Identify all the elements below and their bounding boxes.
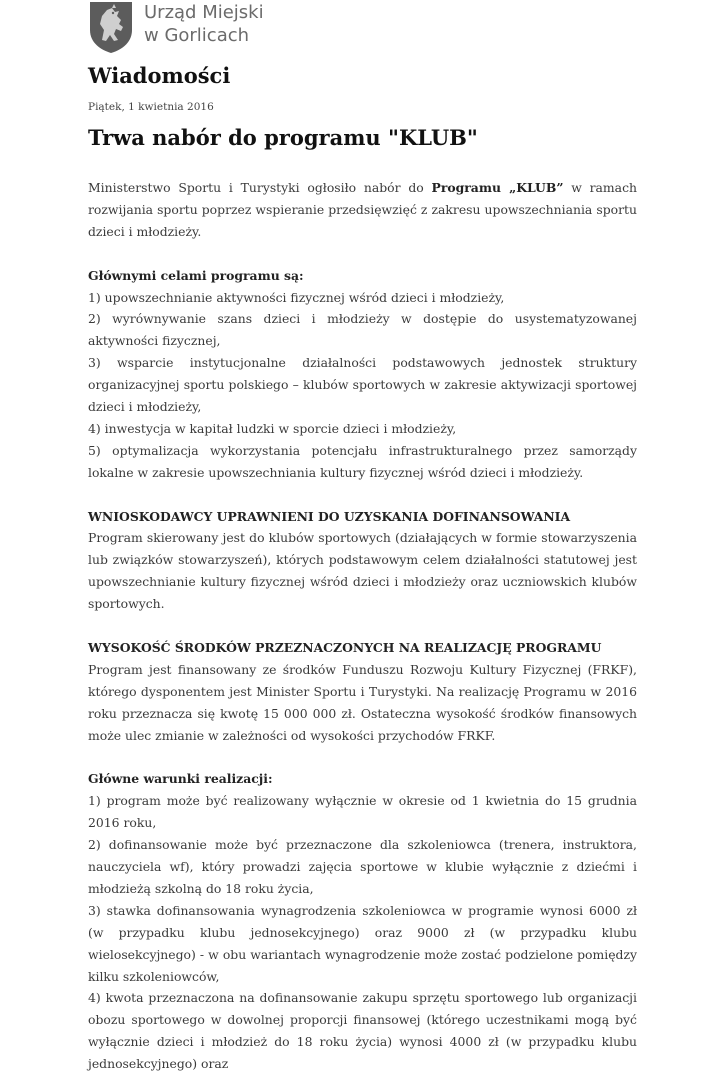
applicants-heading: WNIOSKODAWCY UPRAWNIENI DO UZYSKANIA DOFINANSOWANIA xyxy=(88,508,571,524)
site-header xyxy=(88,0,264,56)
article-headline: Trwa nabór do programu "KLUB" xyxy=(88,125,478,150)
spacer xyxy=(88,484,637,506)
brand-line-1: Urząd Miejski xyxy=(144,2,264,23)
brand-line-2: w Gorlicach xyxy=(144,25,250,46)
intro-text-before: Ministerstwo Sportu i Turystyki ogłosiło nabór do xyxy=(88,180,432,195)
conditions-heading: Główne warunki realizacji: xyxy=(88,771,273,787)
goal-item: 3) wsparcie instytucjonalne działalności podstawowych jednostek struktury organizacyjnej sportu polskiego – klubów sportowych w zakresie aktywizacji sportowej dzieci i młodzieży, xyxy=(88,355,637,415)
applicants-text: Program skierowany jest do klubów sportowych (działających w formie stowarzyszenia lub związków stowarzyszeń), których podstawowym celem działalności statutowej jest upowszechnianie kultury fizycznej wśród dzieci i młodzieży oraz uczniowskich klubów sportowych. xyxy=(88,530,637,612)
spacer xyxy=(88,615,637,637)
condition-item: 4) kwota przeznaczona na dofinansowanie zakupu sprzętu sportowego lub organizacji obozu sportowego w dowolnej proporcji finansowej (którego uczestnikami mogą być wyłącznie dzieci i młodzież do 18 roku życia) wynosi 4000 zł (w przypadku klubu jednosekcyjnego) oraz xyxy=(88,990,637,1072)
condition-item: 2) dofinansowanie może być przeznaczone dla szkoleniowca (trenera, instruktora, nauczyciela wf), który prowadzi zajęcia sportowe w klubie wyłącznie z dziećmi i młodzieżą szkolną do 18 roku życia, xyxy=(88,837,637,896)
goal-item: 2) wyrównywanie szans dzieci i młodzieży w dostępie do usystematyzowanej aktywności fizycznej, xyxy=(88,311,637,349)
article-body xyxy=(88,177,637,1075)
publication-date: Piątek, 1 kwietnia 2016 xyxy=(88,101,214,113)
spacer xyxy=(88,747,637,769)
goals-heading: Głównymi celami programu są: xyxy=(88,267,304,283)
goal-item: 4) inwestycja w kapitał ludzki w sporcie dzieci i młodzieży, xyxy=(88,420,457,436)
goal-item: 1) upowszechnianie aktywności fizycznej wśród dzieci i młodzieży, xyxy=(88,289,505,305)
site-brand[interactable] xyxy=(144,1,264,47)
spacer xyxy=(88,243,637,265)
city-crest-logo[interactable] xyxy=(88,0,134,54)
condition-item: 1) program może być realizowany wyłącznie w okresie od 1 kwietnia do 15 grudnia 2016 roku, xyxy=(88,793,637,831)
goal-item: 5) optymalizacja wykorzystania potencjału infrastrukturalnego przez samorządy lokalne w zakresie upowszechniania kultury fizycznej wśród dzieci i młodzieży. xyxy=(88,442,637,480)
section-title: Wiadomości xyxy=(88,63,231,88)
intro-paragraph xyxy=(88,177,637,243)
intro-text-after: w ramach rozwijania sportu poprzez wspieranie przedsięwzięć z zakresu upowszechniania sportu dzieci i młodzieży. xyxy=(88,180,637,239)
intro-program-name: Programu „KLUB” xyxy=(431,180,564,195)
condition-item: 3) stawka dofinansowania wynagrodzenia szkoleniowca w programie wynosi 6000 zł (w przypadku klubu jednosekcyjnego) oraz 9000 zł (w przypadku klubu wielosekcyjnego) - w obu wariantach wynagrodzenie może zostać podzielone pomiędzy kilku szkoleniowców, xyxy=(88,902,637,984)
funding-heading: WYSOKOŚĆ ŚRODKÓW PRZEZNACZONYCH NA REALIZACJĘ PROGRAMU xyxy=(88,639,602,655)
funding-text: Program jest finansowany ze środków Funduszu Rozwoju Kultury Fizycznej (FRKF), którego dysponentem jest Minister Sportu i Turystyki. Na realizację Programu w 2016 roku przeznacza się kwotę 15 000 000 zł. Ostateczna wysokość środków finansowych może ulec zmianie w zależności od wysokości przychodów FRKF. xyxy=(88,661,637,743)
